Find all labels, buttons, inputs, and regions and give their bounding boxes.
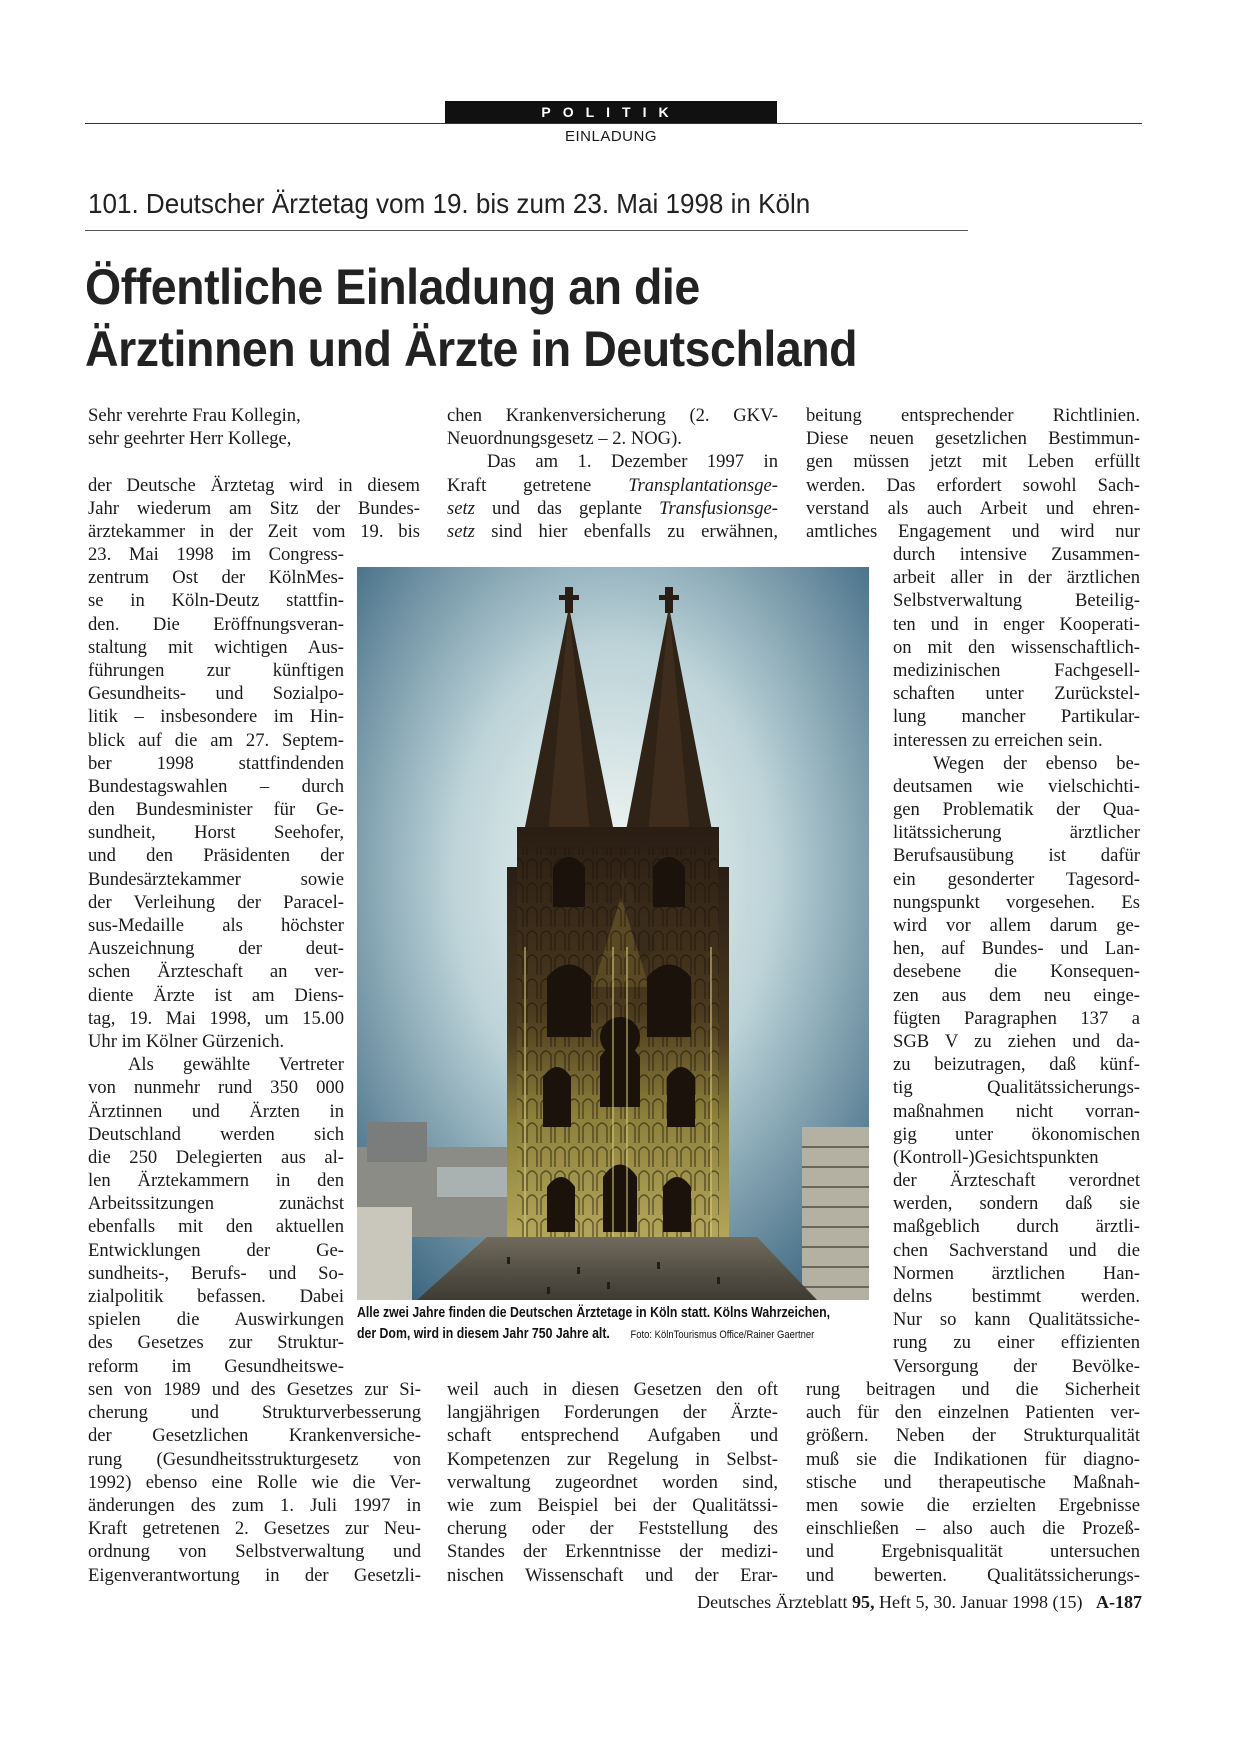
text-line: einschließen – also auch die Prozeß- xyxy=(806,1518,1140,1540)
text-line: medizinischen Fachgesell- xyxy=(893,659,1140,681)
text-line: ein gesonderter Tagesord- xyxy=(893,868,1140,890)
text-line: Arbeitssitzungen zunächst xyxy=(88,1193,344,1215)
text-line: werden, sondern daß sie xyxy=(893,1193,1140,1215)
text-line: größern. Neben der Strukturqualität xyxy=(806,1425,1140,1447)
text-line: Kompetenzen zur Regelung in Selbst- xyxy=(447,1448,778,1470)
text-line: werden. Das erfordert sowohl Sach- xyxy=(806,474,1140,496)
text-line: ber 1998 stattfindenden xyxy=(88,752,344,774)
text-line: wird vor allem darum ge- xyxy=(893,915,1140,936)
photo-caption xyxy=(357,1303,830,1346)
text-line: delns bestimmt werden. xyxy=(893,1286,1140,1307)
text-line: gig unter ökonomischen xyxy=(893,1123,1140,1145)
text-line: nischen Wissenschaft und der Erar- xyxy=(447,1564,778,1586)
page-footer xyxy=(560,1592,1142,1613)
text-line: zu beizutragen, daß künf- xyxy=(893,1054,1140,1076)
text-line: setz sind hier ebenfalls zu erwähnen, xyxy=(447,520,778,542)
text-line: Sehr verehrte Frau Kollegin, xyxy=(88,405,301,426)
column-2-bottom xyxy=(447,1378,778,1587)
text-line: Auszeichnung der deut- xyxy=(88,938,344,960)
headline-line: Ärztinnen und Ärzte in Deutschland xyxy=(85,321,858,377)
text-line: Selbstverwaltung Beteilig- xyxy=(893,590,1140,612)
text-line: diente Ärzte ist am Diens- xyxy=(88,984,344,1006)
text-line: spielen die Auswirkungen xyxy=(88,1309,344,1331)
text-line: Berufsausübung ist dafür xyxy=(893,845,1140,867)
text-line: der Deutsche Ärztetag wird in diesem xyxy=(88,474,420,496)
text-line: ordnung von Selbstverwaltung und xyxy=(88,1541,421,1563)
page-number: A-187 xyxy=(1096,1592,1142,1612)
text-line: maßnahmen nicht vorran- xyxy=(893,1100,1140,1122)
text-line: reform im Gesundheitswe- xyxy=(88,1355,344,1377)
text-line: Jahr wiederum am Sitz der Bundes- xyxy=(88,497,420,519)
journal-issue: Heft 5, 30. Januar 1998 (15) xyxy=(879,1592,1083,1612)
text-line: Das am 1. Dezember 1997 in xyxy=(487,451,778,473)
text-line: die 250 Delegierten aus al- xyxy=(88,1146,344,1168)
text-line: Standes der Erkenntnisse der medizi- xyxy=(447,1541,778,1563)
text-line: Bundesärztekammer sowie xyxy=(88,868,344,890)
text-line: muß sie die Indikationen für diagno- xyxy=(806,1448,1140,1470)
column-2-top xyxy=(447,404,778,543)
text-line: arbeit aller in der ärztlichen xyxy=(893,567,1140,589)
text-line: (Kontroll-)Gesichtspunkten xyxy=(893,1146,1099,1168)
text-line: setz und das geplante Transfusionsge- xyxy=(447,497,778,519)
text-line: Nur so kann Qualitätssiche- xyxy=(893,1309,1140,1331)
text-line: Uhr im Kölner Gürzenich. xyxy=(88,1030,285,1052)
text-line: Entwicklungen der Ge- xyxy=(88,1239,344,1261)
text-line xyxy=(88,450,420,473)
text-line: den Bundesminister für Ge- xyxy=(88,799,344,821)
column-1-narrow xyxy=(88,543,344,1378)
text-line: amtliches Engagement und wird nur xyxy=(806,520,1140,542)
text-line: stische und therapeutische Maßnah- xyxy=(806,1471,1140,1493)
text-line: Bundestagswahlen – durch xyxy=(88,775,344,797)
text-line: SGB V zu ziehen und da- xyxy=(893,1030,1140,1052)
text-line: Neuordnungsgesetz – 2. NOG). xyxy=(447,428,682,450)
text-line: und den Präsidenten der xyxy=(88,845,344,867)
text-line: nungspunkt vorgesehen. Es xyxy=(893,891,1140,913)
text-line: rung zu einer effizienten xyxy=(893,1332,1140,1354)
text-line: interessen zu erreichen sein. xyxy=(893,729,1103,751)
text-line: den. Die Eröffnungsveran- xyxy=(88,613,344,635)
text-line: ten und in enger Kooperati- xyxy=(893,613,1140,635)
text-line: schaft entsprechend Aufgaben und xyxy=(447,1425,778,1447)
text-line: schaften unter Zurückstel- xyxy=(893,683,1140,705)
text-line: schen Ärzteschaft an ver- xyxy=(88,961,344,983)
text-line: desebene die Konsequen- xyxy=(893,961,1140,983)
cathedral-photo xyxy=(357,567,869,1300)
text-line: Kraft getretene Transplantationsge- xyxy=(447,474,778,496)
caption-line: Alle zwei Jahre finden die Deutschen Ärztetage in Köln statt. Kölns Wahrzeichen, xyxy=(357,1305,830,1321)
subsection-label: EINLADUNG xyxy=(564,128,658,145)
text-line: fügten Paragraphen 137 a xyxy=(893,1007,1140,1029)
column-1-bottom xyxy=(88,1378,421,1587)
text-line: cherung und Strukturverbesserung xyxy=(88,1402,421,1424)
text-line: wie zum Beispiel bei der Qualitätssi- xyxy=(447,1494,778,1516)
text-line: Wegen der ebenso be- xyxy=(933,752,1140,774)
headline xyxy=(85,256,1071,380)
text-line: 23. Mai 1998 im Congress- xyxy=(88,544,344,565)
column-3-narrow xyxy=(893,543,1140,1378)
kicker: 101. Deutscher Ärztetag vom 19. bis zum 23. Mai 1998 in Köln xyxy=(88,188,811,219)
text-line: Eigenverantwortung in der Gesetzli- xyxy=(88,1564,421,1586)
headline-line: Öffentliche Einladung an die xyxy=(85,259,700,315)
text-line: hen, auf Bundes- und Lan- xyxy=(893,938,1140,960)
text-line: rung (Gesundheitsstrukturgesetz von xyxy=(88,1448,421,1470)
text-line: sundheits-, Berufs- und So- xyxy=(88,1262,344,1284)
text-line: und bewerten. Qualitätssicherungs- xyxy=(806,1564,1140,1586)
text-line: durch intensive Zusammen- xyxy=(893,544,1140,565)
text-line: Diese neuen gesetzlichen Bestimmun- xyxy=(806,428,1140,450)
text-line: cherung oder der Feststellung des xyxy=(447,1518,778,1540)
text-line: beitung entsprechender Richtlinien. xyxy=(806,405,1140,426)
text-line: se in Köln-Deutz stattfin- xyxy=(88,590,344,612)
text-line: litätssicherung ärztlicher xyxy=(893,822,1140,844)
section-label: POLITIK xyxy=(445,101,777,123)
text-line: der Gesetzlichen Krankenversiche- xyxy=(88,1425,421,1447)
text-line: Gesundheits- und Sozialpo- xyxy=(88,683,344,705)
journal-volume: 95, xyxy=(852,1592,875,1612)
top-rule xyxy=(85,123,1142,124)
text-line: tig Qualitätssicherungs- xyxy=(893,1077,1140,1099)
text-line: änderungen des zum 1. Juli 1997 in xyxy=(88,1494,421,1516)
text-line: zentrum Ost der KölnMes- xyxy=(88,567,344,589)
text-line: lung mancher Partikular- xyxy=(893,706,1140,728)
text-line: Kraft getretenen 2. Gesetzes zur Neu- xyxy=(88,1518,421,1540)
text-line: Normen ärztlichen Han- xyxy=(893,1262,1140,1284)
text-line: chen Krankenversicherung (2. GKV- xyxy=(447,405,778,426)
text-line: verstand als auch Arbeit und ehren- xyxy=(806,497,1140,519)
text-line: zen aus dem neu einge- xyxy=(893,984,1140,1006)
text-line: chen Sachverstand und die xyxy=(893,1239,1140,1261)
text-line: ärztekammer in der Zeit vom 19. bis xyxy=(88,520,420,542)
text-line: Ärztinnen und Ärzten in xyxy=(88,1100,344,1122)
text-line: ebenfalls mit den aktuellen xyxy=(88,1216,344,1238)
caption-text: der Dom, wird in diesem Jahr 750 Jahre alt. xyxy=(357,1326,610,1342)
text-line: tag, 19. Mai 1998, um 15.00 xyxy=(88,1007,344,1029)
text-line: führungen zur künftigen xyxy=(88,659,344,681)
text-line: deutsamen wie vielschichti- xyxy=(893,775,1140,797)
text-line: sus-Medaille als höchster xyxy=(88,915,344,936)
text-line: von nunmehr rund 350 000 xyxy=(88,1077,344,1099)
text-line: und Ergebnisqualität untersuchen xyxy=(806,1541,1140,1563)
text-line: gen müssen jetzt mit Leben erfüllt xyxy=(806,451,1140,473)
text-line: sundheit, Horst Seehofer, xyxy=(88,822,344,844)
text-line: sen von 1989 und des Gesetzes zur Si- xyxy=(88,1379,421,1400)
photo-credit: Foto: KölnTourismus Office/Rainer Gaertner xyxy=(630,1329,815,1341)
column-3-bottom xyxy=(806,1378,1140,1587)
text-line: 1992) ebenso eine Rolle wie die Ver- xyxy=(88,1471,421,1493)
text-line: len Ärztekammern in den xyxy=(88,1170,344,1192)
text-line: blick auf die am 27. Septem- xyxy=(88,729,344,751)
text-line: litik – insbesondere im Hin- xyxy=(88,706,344,728)
text-line: rung beitragen und die Sicherheit xyxy=(806,1379,1140,1400)
text-line: langjährigen Forderungen der Ärzte- xyxy=(447,1402,778,1424)
text-line: der Ärzteschaft verordnet xyxy=(893,1170,1140,1192)
journal-name: Deutsches Ärzteblatt xyxy=(697,1592,848,1612)
text-line: zialpolitik befassen. Dabei xyxy=(88,1286,344,1307)
text-line: Deutschland werden sich xyxy=(88,1123,344,1145)
caption-line xyxy=(357,1324,815,1346)
text-line: verwaltung zugeordnet worden sind, xyxy=(447,1471,778,1493)
text-line: der Verleihung der Paracel- xyxy=(88,891,344,913)
text-line: on mit den wissenschaftlich- xyxy=(893,636,1140,658)
text-line: staltung mit wichtigen Aus- xyxy=(88,636,344,658)
text-line: gen Problematik der Qua- xyxy=(893,799,1140,821)
text-line: sehr geehrter Herr Kollege, xyxy=(88,428,292,450)
kicker-rule xyxy=(85,230,968,231)
text-line: weil auch in diesen Gesetzen den oft xyxy=(447,1379,778,1400)
text-line: men sowie die erzielten Ergebnisse xyxy=(806,1494,1140,1516)
text-line: auch für den einzelnen Patienten ver- xyxy=(806,1402,1140,1424)
text-line: maßgeblich durch ärztli- xyxy=(893,1216,1140,1238)
column-1-top xyxy=(88,404,420,543)
text-line: Versorgung der Bevölke- xyxy=(893,1355,1140,1377)
column-3-top xyxy=(806,404,1140,543)
text-line: des Gesetzes zur Struktur- xyxy=(88,1332,344,1354)
text-line: Als gewählte Vertreter xyxy=(128,1054,344,1076)
